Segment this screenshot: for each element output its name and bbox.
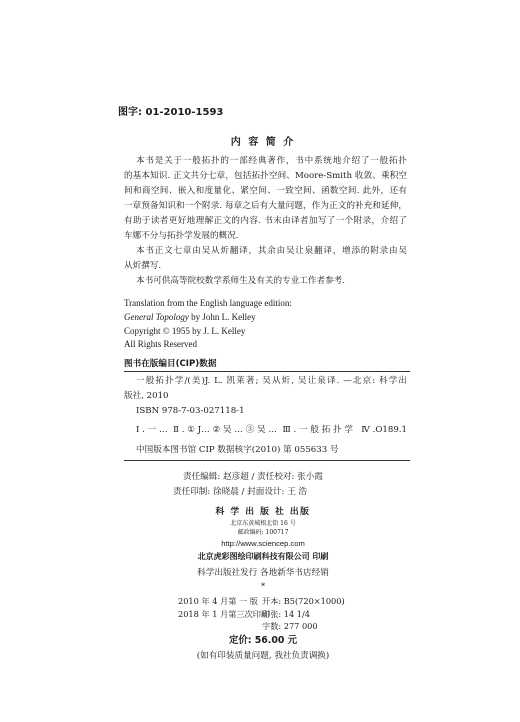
first-edition: 2010 年 4 月第 一 版 <box>178 596 258 606</box>
distribution-line: 科学出版社发行 各地新华书店经销 <box>197 568 329 578</box>
cip-top-rule <box>124 371 410 372</box>
printed-sheets: 印张: 14 1/4 <box>262 609 310 619</box>
summary-line: 的基本知识. 正文共分七章，包括拓扑空间、Moore-Smith 收敛、乘积空 <box>124 171 407 181</box>
cip-classification: Ⅰ.一… Ⅱ.①J…②吴…③吴… Ⅲ.一般拓扑学 Ⅳ.O189.1 <box>136 425 407 435</box>
cip-record-number: 中国版本图书馆 CIP 数据核字(2010) 第 055633 号 <box>136 445 339 455</box>
summary-line: 间和商空间、嵌入和度量化、紧空间、一致空间、函数空间. 此外，还有 <box>124 186 407 196</box>
original-title: General Topology <box>124 312 189 322</box>
copyright-registration-number: 图字: 01-2010-1593 <box>118 107 224 118</box>
copyright-line: Copyright © 1955 by J. L. Kelley <box>124 326 246 336</box>
summary-line: 从炘撰写. <box>124 261 162 271</box>
cip-heading: 图书在版编目(CIP)数据 <box>124 359 217 369</box>
summary-line: 本书是关于一般拓扑的一部经典著作，书中系统地介绍了一般拓扑 <box>136 156 407 166</box>
price: 定价: 56.00 元 <box>228 635 298 646</box>
cip-line: 一般拓扑学/(美)J. L. 凯莱著; 吴从炘, 吴让泉译. —北京: 科学出 <box>136 376 407 386</box>
summary-line: 本书可供高等院校数学系师生及有关的专业工作者参考. <box>136 276 345 286</box>
publisher-name: 科 学 出 版 社 出版 <box>215 507 311 517</box>
reprint-info: 2018 年 1 月第三次印刷 <box>178 609 270 619</box>
summary-heading: 内 容 简 介 <box>230 137 296 148</box>
production-credits: 责任印制: 徐晓晨 / 封面设计: 王 浩 <box>173 487 308 497</box>
original-title-line <box>124 311 256 323</box>
summary-line: 一章预备知识和一个附录. 每章之后有大量问题，作为正文的补充和延伸， <box>124 201 407 211</box>
printer-line: 北京虎彩图绘印刷科技有限公司 印刷 <box>197 552 329 561</box>
book-format: 开本: B5(720×1000) <box>262 596 345 606</box>
cip-isbn: ISBN 978-7-03-027118-1 <box>136 406 245 416</box>
rights-line: All Rights Reserved <box>124 339 197 349</box>
edition-note: Translation from the English language edition: <box>124 298 292 308</box>
cip-line: 版社, 2010 <box>124 391 169 401</box>
quality-notice: (如有印装质量问题, 我社负责调换) <box>196 651 330 661</box>
cip-bottom-rule <box>124 460 410 461</box>
publisher-address: 北京东黄城根北街 16 号 <box>230 520 296 527</box>
publisher-postcode: 邮政编码: 100717 <box>237 529 289 536</box>
summary-line: 有助于读者更好地理解正文的内容. 书末由译者加写了一个附录，介绍了 <box>124 216 407 226</box>
publisher-url: http://www.sciencep.com <box>221 539 305 548</box>
original-author: by John L. Kelley <box>188 312 256 322</box>
summary-line: 车娜不分与拓扑学发展的概况. <box>124 231 239 241</box>
word-count: 字数: 277 000 <box>262 621 318 631</box>
separator-star: * <box>260 582 266 592</box>
editor-credits: 责任编辑: 赵彦超 / 责任校对: 张小霞 <box>183 472 323 482</box>
summary-line: 本书正文七章由吴从炘翻译，其余由吴让泉翻译，增添的附录由吴 <box>136 246 407 256</box>
